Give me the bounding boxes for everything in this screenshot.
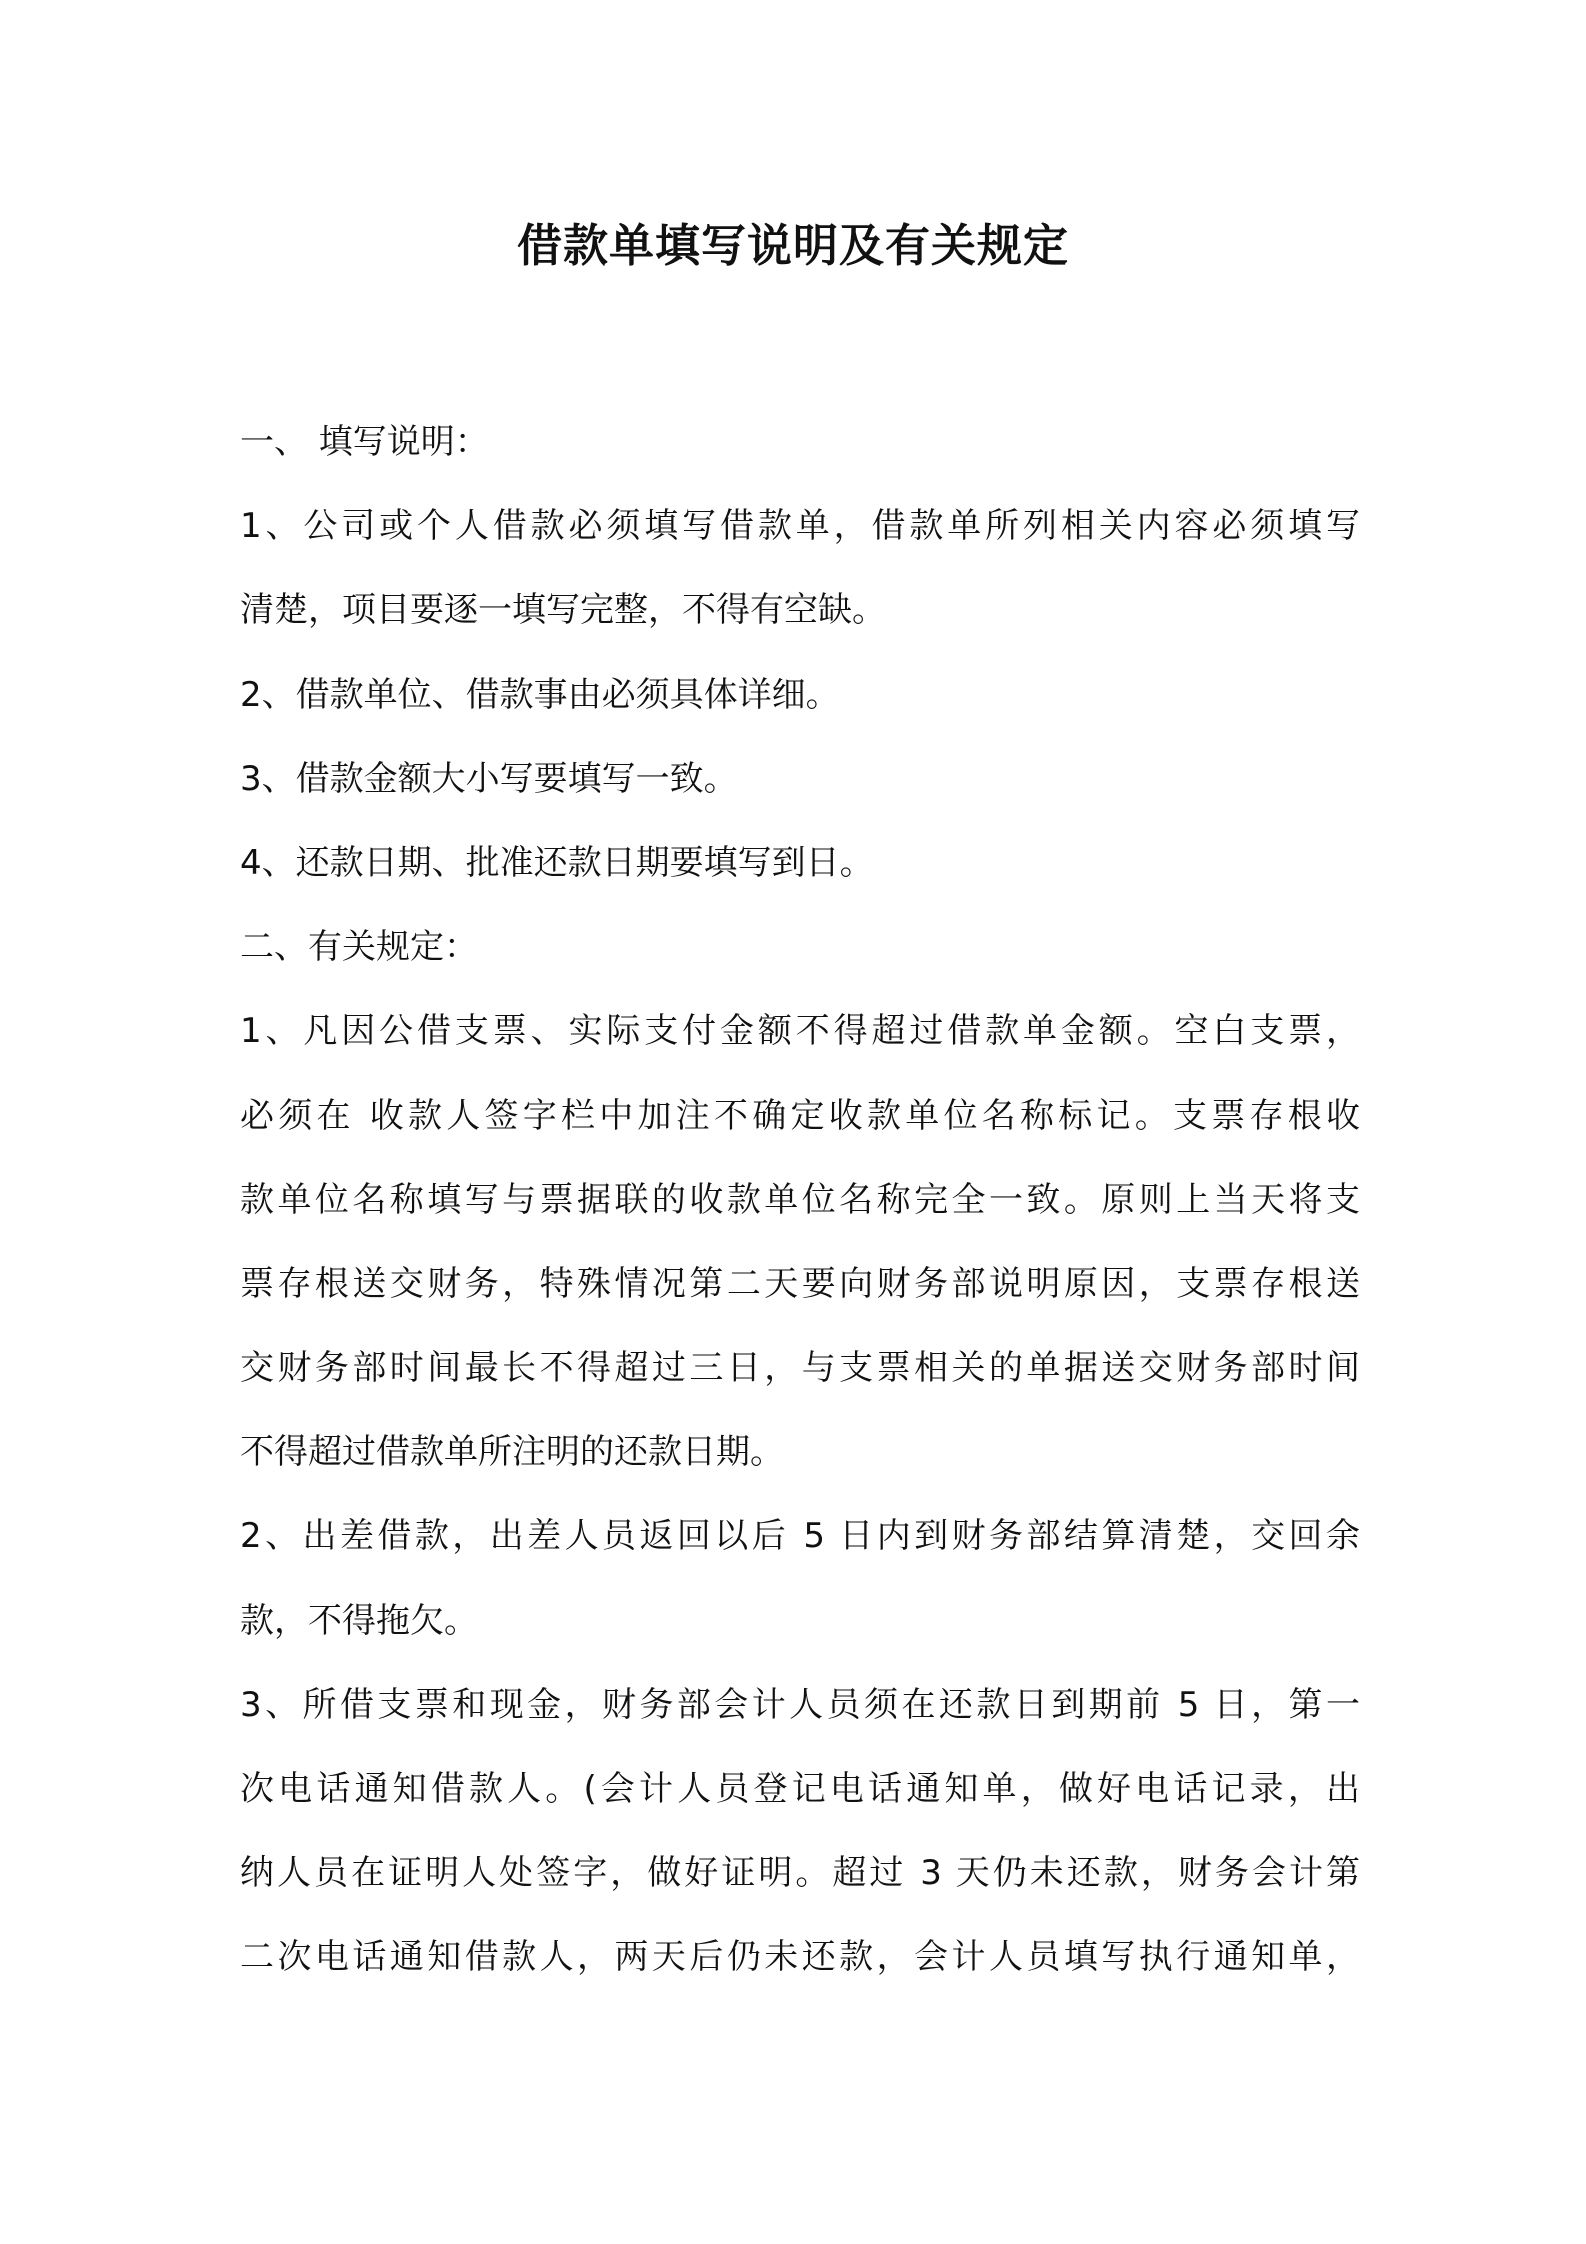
paragraph-line: 1、公司或个人借款必须填写借款单，借款单所列相关内容必须填写 bbox=[240, 506, 1360, 547]
paragraph-line: 2、借款单位、借款事由必须具体详细。 bbox=[240, 674, 840, 715]
paragraph-line: 2、出差借款，出差人员返回以后 5 日内到财务部结算清楚，交回余 bbox=[240, 1516, 1360, 1557]
paragraph-line: 3、所借支票和现金，财务部会计人员须在还款日到期前 5 日，第一 bbox=[240, 1684, 1360, 1725]
paragraph-line: 款，不得拖欠。 bbox=[240, 1600, 478, 1641]
paragraph-line: 必须在 收款人签字栏中加注不确定收款单位名称标记。支票存根收 bbox=[240, 1095, 1360, 1136]
paragraph-line: 1、凡因公借支票、实际支付金额不得超过借款单金额。空白支票， bbox=[240, 1011, 1360, 1052]
paragraph-line: 3、借款金额大小写要填写一致。 bbox=[240, 758, 738, 799]
paragraph-line: 款单位名称填写与票据联的收款单位名称完全一致。原则上当天将支 bbox=[240, 1179, 1360, 1220]
section-heading-instructions: 一、 填写说明： bbox=[240, 422, 489, 462]
paragraph-line: 交财务部时间最长不得超过三日，与支票相关的单据送交财务部时间 bbox=[240, 1348, 1360, 1389]
paragraph-line: 不得超过借款单所注明的还款日期。 bbox=[240, 1432, 784, 1473]
paragraph-line: 纳人员在证明人处签字，做好证明。超过 3 天仍未还款，财务会计第 bbox=[240, 1853, 1360, 1894]
paragraph-line: 清楚，项目要逐一填写完整，不得有空缺。 bbox=[240, 590, 886, 631]
paragraph-line: 票存根送交财务，特殊情况第二天要向财务部说明原因，支票存根送 bbox=[240, 1263, 1360, 1304]
paragraph-line: 4、还款日期、批准还款日期要填写到日。 bbox=[240, 842, 874, 883]
section-heading-regulations: 二、有关规定： bbox=[240, 927, 478, 968]
paragraph-line: 二次电话通知借款人，两天后仍未还款，会计人员填写执行通知单， bbox=[240, 1937, 1360, 1978]
document-body bbox=[240, 400, 1360, 2000]
paragraph-line: 次电话通知借款人。(会计人员登记电话通知单，做好电话记录，出 bbox=[240, 1769, 1360, 1809]
document-title: 借款单填写说明及有关规定 bbox=[516, 219, 1069, 272]
